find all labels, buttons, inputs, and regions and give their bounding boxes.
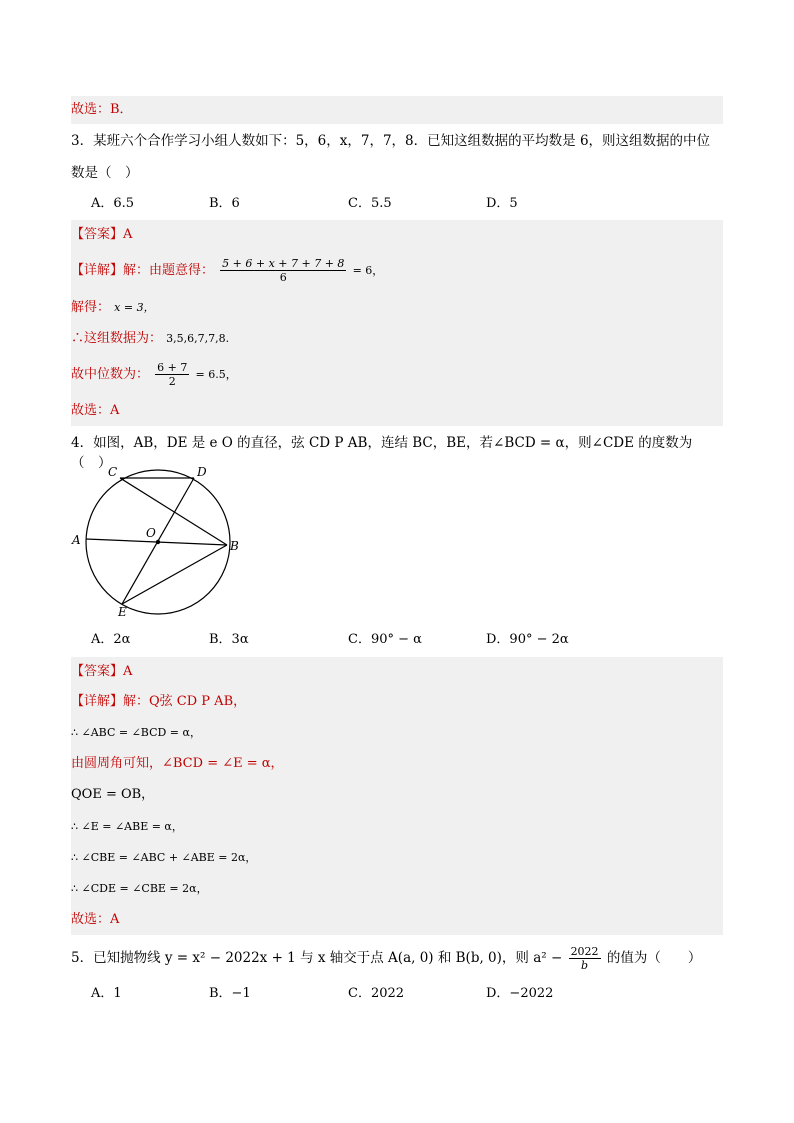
q4-option-c: C．90° − α xyxy=(348,632,422,647)
label-c: C xyxy=(108,465,118,479)
circle-figure xyxy=(70,462,270,632)
q4-step2-row xyxy=(71,749,723,779)
q3-detail-text: 解：由题意得： xyxy=(123,263,215,278)
q3-median-frac xyxy=(155,361,189,388)
q4-option-b: B．3α xyxy=(209,632,249,647)
q4-step5: ∴ ∠CBE = ∠ABC + ∠ABE = 2α， xyxy=(71,851,257,864)
q3-median-tail: = 6.5， xyxy=(195,368,237,381)
q3-choice: 故选：A xyxy=(71,403,120,418)
q5-stem-a: 5．已知抛物线 y = x² − 2022x + 1 与 x 轴交于点 A(a, 0) 和 B(b, 0)，则 a² − xyxy=(71,950,563,966)
q3-choice-row xyxy=(71,396,723,426)
q3-frac-num: 5 + 6 + x + 7 + 7 + 8 xyxy=(222,257,345,270)
q3-stem-line2: 数是（ ） xyxy=(71,165,139,181)
segment-be xyxy=(122,545,227,604)
q5-option-b: B．−1 xyxy=(209,986,251,1001)
q3-answer: 【答案】A xyxy=(71,227,133,242)
q4-answer: 【答案】A xyxy=(71,664,133,679)
q3-option-a: A．6.5 xyxy=(91,196,135,211)
q3-median-num: 6 + 7 xyxy=(157,361,188,374)
q3-options xyxy=(71,194,723,216)
q3-data-label: ∴这组数据为： xyxy=(71,331,163,346)
label-o: O xyxy=(146,526,156,540)
q3-median-row xyxy=(71,354,723,396)
q4-answer-row xyxy=(71,657,723,687)
center-point xyxy=(156,540,160,544)
q3-fraction xyxy=(220,257,346,284)
q4-step4-row xyxy=(71,811,723,843)
q5-stem-row xyxy=(71,940,723,976)
q3-detail-label: 【详解】 xyxy=(71,263,124,278)
label-a: A xyxy=(72,533,81,547)
q3-median-den: 2 xyxy=(168,375,176,388)
q5-option-c: C．2022 xyxy=(348,986,405,1001)
q4-step4: ∴ ∠E = ∠ABE = α， xyxy=(71,820,183,833)
q5-frac-num: 2022 xyxy=(570,945,599,958)
q4-stem: 4．如图，AB，DE 是 e O 的直径，弦 CD P AB，连结 BC，BE，若∠BCD = α，则∠CDE 的度数为（ ） xyxy=(71,435,693,471)
label-e: E xyxy=(118,605,127,619)
q4-step6-row xyxy=(71,873,723,905)
q5-option-d: D．−2022 xyxy=(486,986,554,1001)
q4-detail-label: 【详解】 xyxy=(71,694,124,709)
q4-option-a: A．2α xyxy=(91,632,131,647)
q3-solve-val: x = 3， xyxy=(114,301,155,314)
q5-stem-b: 的值为（ ） xyxy=(606,950,702,966)
q3-detail-row xyxy=(71,250,723,292)
q3-stem-line1: 3．某班六个合作学习小组人数如下：5，6，x，7，7，8．已知这组数据的平均数是 6，则这组数据的中位 xyxy=(71,133,711,149)
q3-solve-label: 解得： xyxy=(71,300,111,315)
q3-solve-row xyxy=(71,292,723,324)
q4-step3-row xyxy=(71,779,723,811)
q4-choice-row xyxy=(71,905,723,935)
q4-detail-text: 解：Q弦 CD P AB， xyxy=(123,694,247,709)
q3-answer-row xyxy=(71,220,723,250)
q4-step5-row xyxy=(71,843,723,873)
q4-detail-row xyxy=(71,687,723,717)
q4-step1: ∴ ∠ABC = ∠BCD = α， xyxy=(71,726,201,739)
q3-median-label: 故中位数为： xyxy=(71,367,150,382)
q3-data-row xyxy=(71,324,723,354)
q4-step1-row xyxy=(71,717,723,749)
q5-option-a: A．1 xyxy=(91,986,122,1001)
q4-options xyxy=(71,630,723,652)
q4-option-d: D．90° − 2α xyxy=(486,632,569,647)
q4-step2: 由圆周角可知，∠BCD = ∠E = α， xyxy=(71,756,284,771)
q3-option-b: B．6 xyxy=(209,196,240,211)
q5-options xyxy=(71,984,723,1006)
segment-bc xyxy=(120,478,227,545)
prev-choice-row xyxy=(71,96,723,124)
prev-choice: 故选：B． xyxy=(71,102,133,117)
q4-step6: ∴ ∠CDE = ∠CBE = 2α， xyxy=(71,882,208,895)
q5-frac-den: b xyxy=(581,959,589,972)
q3-frac-tail: = 6， xyxy=(352,264,384,277)
q3-option-d: D．5 xyxy=(486,196,518,211)
q3-data-val: 3,5,6,7,7,8. xyxy=(166,332,230,345)
q4-step3: QOE = OB， xyxy=(71,787,155,802)
q3-frac-den: 6 xyxy=(279,271,287,284)
q5-fraction xyxy=(569,945,601,972)
label-d: D xyxy=(197,465,207,479)
q4-choice: 故选：A xyxy=(71,912,120,927)
q3-option-c: C．5.5 xyxy=(348,196,392,211)
label-b: B xyxy=(230,539,239,553)
